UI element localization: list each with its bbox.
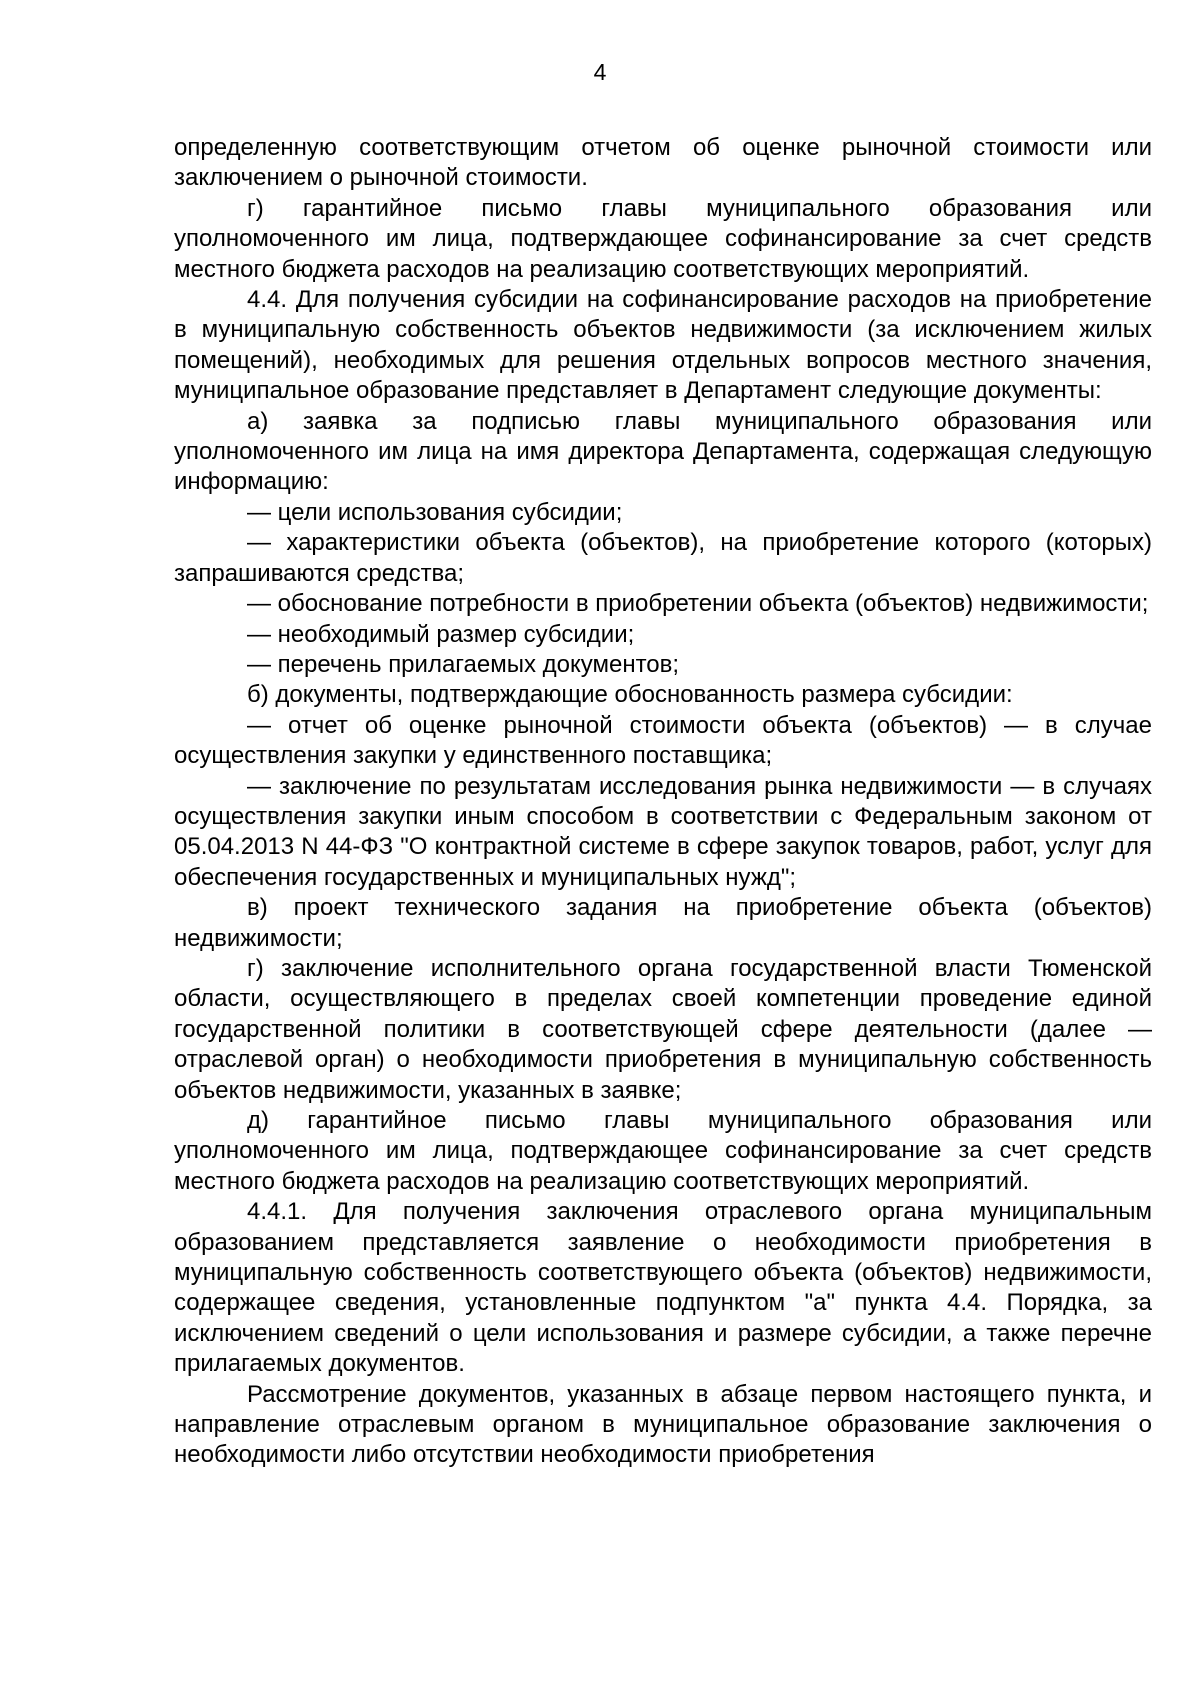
paragraph: 4.4.1. Для получения заключения отраслевого органа муниципальным образованием представляется заявление о необходимости приобретения в муниципальную собственность соответствующего объекта (объектов) недвижимости, содержащее сведения, установленные подпунктом "а" пункта 4.4. Порядка, за исключением сведений о цели использования и размере субсидии, а также перечне прилагаемых документов. <box>174 1198 1152 1378</box>
page-number: 4 <box>593 59 607 85</box>
paragraph: — заключение по результатам исследования рынка недвижимости — в случаях осуществления закупки иным способом в соответствии с Федеральным законом от 05.04.2013 N 44-ФЗ "О контрактной системе в сфере закупок товаров, работ, услуг для обеспечения государственных и муниципальных нужд"; <box>174 772 1152 891</box>
paragraph: б) документы, подтверждающие обоснованность размера субсидии: <box>247 681 1013 709</box>
paragraph: д) гарантийное письмо главы муниципального образования или уполномоченного им лица, подтверждающее софинансирование за счет средств местного бюджета расходов на реализацию соответствующих мероприятий. <box>174 1107 1152 1195</box>
paragraph: — цели использования субсидии; <box>247 498 623 526</box>
paragraph: 4.4. Для получения субсидии на софинансирование расходов на приобретение в муниципальную собственность объектов недвижимости (за исключением жилых помещений), необходимых для решения отдельных вопросов местного значения, муниципальное образование представляет в Департамент следующие документы: <box>174 286 1152 405</box>
paragraph: г) гарантийное письмо главы муниципального образования или уполномоченного им лица, подтверждающее софинансирование за счет средств местного бюджета расходов на реализацию соответствующих мероприятий. <box>174 194 1152 283</box>
document-body <box>174 133 1152 1471</box>
paragraph: — обоснование потребности в приобретении объекта (объектов) недвижимости; <box>247 590 1149 618</box>
paragraph: Рассмотрение документов, указанных в абзаце первом настоящего пункта, и направление отраслевым органом в муниципальное образование заключения о необходимости либо отсутствии необходимости приобретения <box>174 1380 1152 1469</box>
paragraph: определенную соответствующим отчетом об оценке рыночной стоимости или заключением о рыночной стоимости. <box>174 134 1152 192</box>
paragraph: — необходимый размер субсидии; <box>247 620 635 648</box>
paragraph: — отчет об оценке рыночной стоимости объекта (объектов) — в случае осуществления закупки у единственного поставщика; <box>174 711 1152 770</box>
paragraph: — перечень прилагаемых документов; <box>247 650 680 678</box>
paragraph: а) заявка за подписью главы муниципального образования или уполномоченного им лица на имя директора Департамента, содержащая следующую информацию: <box>174 407 1152 496</box>
paragraph: в) проект технического задания на приобретение объекта (объектов) недвижимости; <box>174 894 1152 952</box>
paragraph: г) заключение исполнительного органа государственной власти Тюменской области, осуществляющего в пределах своей компетенции проведение единой государственной политики в соответствующей сфере деятельности (далее — отраслевой орган) о необходимости приобретения в муниципальную собственность объектов недвижимости, указанных в заявке; <box>174 954 1152 1104</box>
paragraph: — характеристики объекта (объектов), на приобретение которого (которых) запрашиваются средства; <box>174 529 1152 587</box>
